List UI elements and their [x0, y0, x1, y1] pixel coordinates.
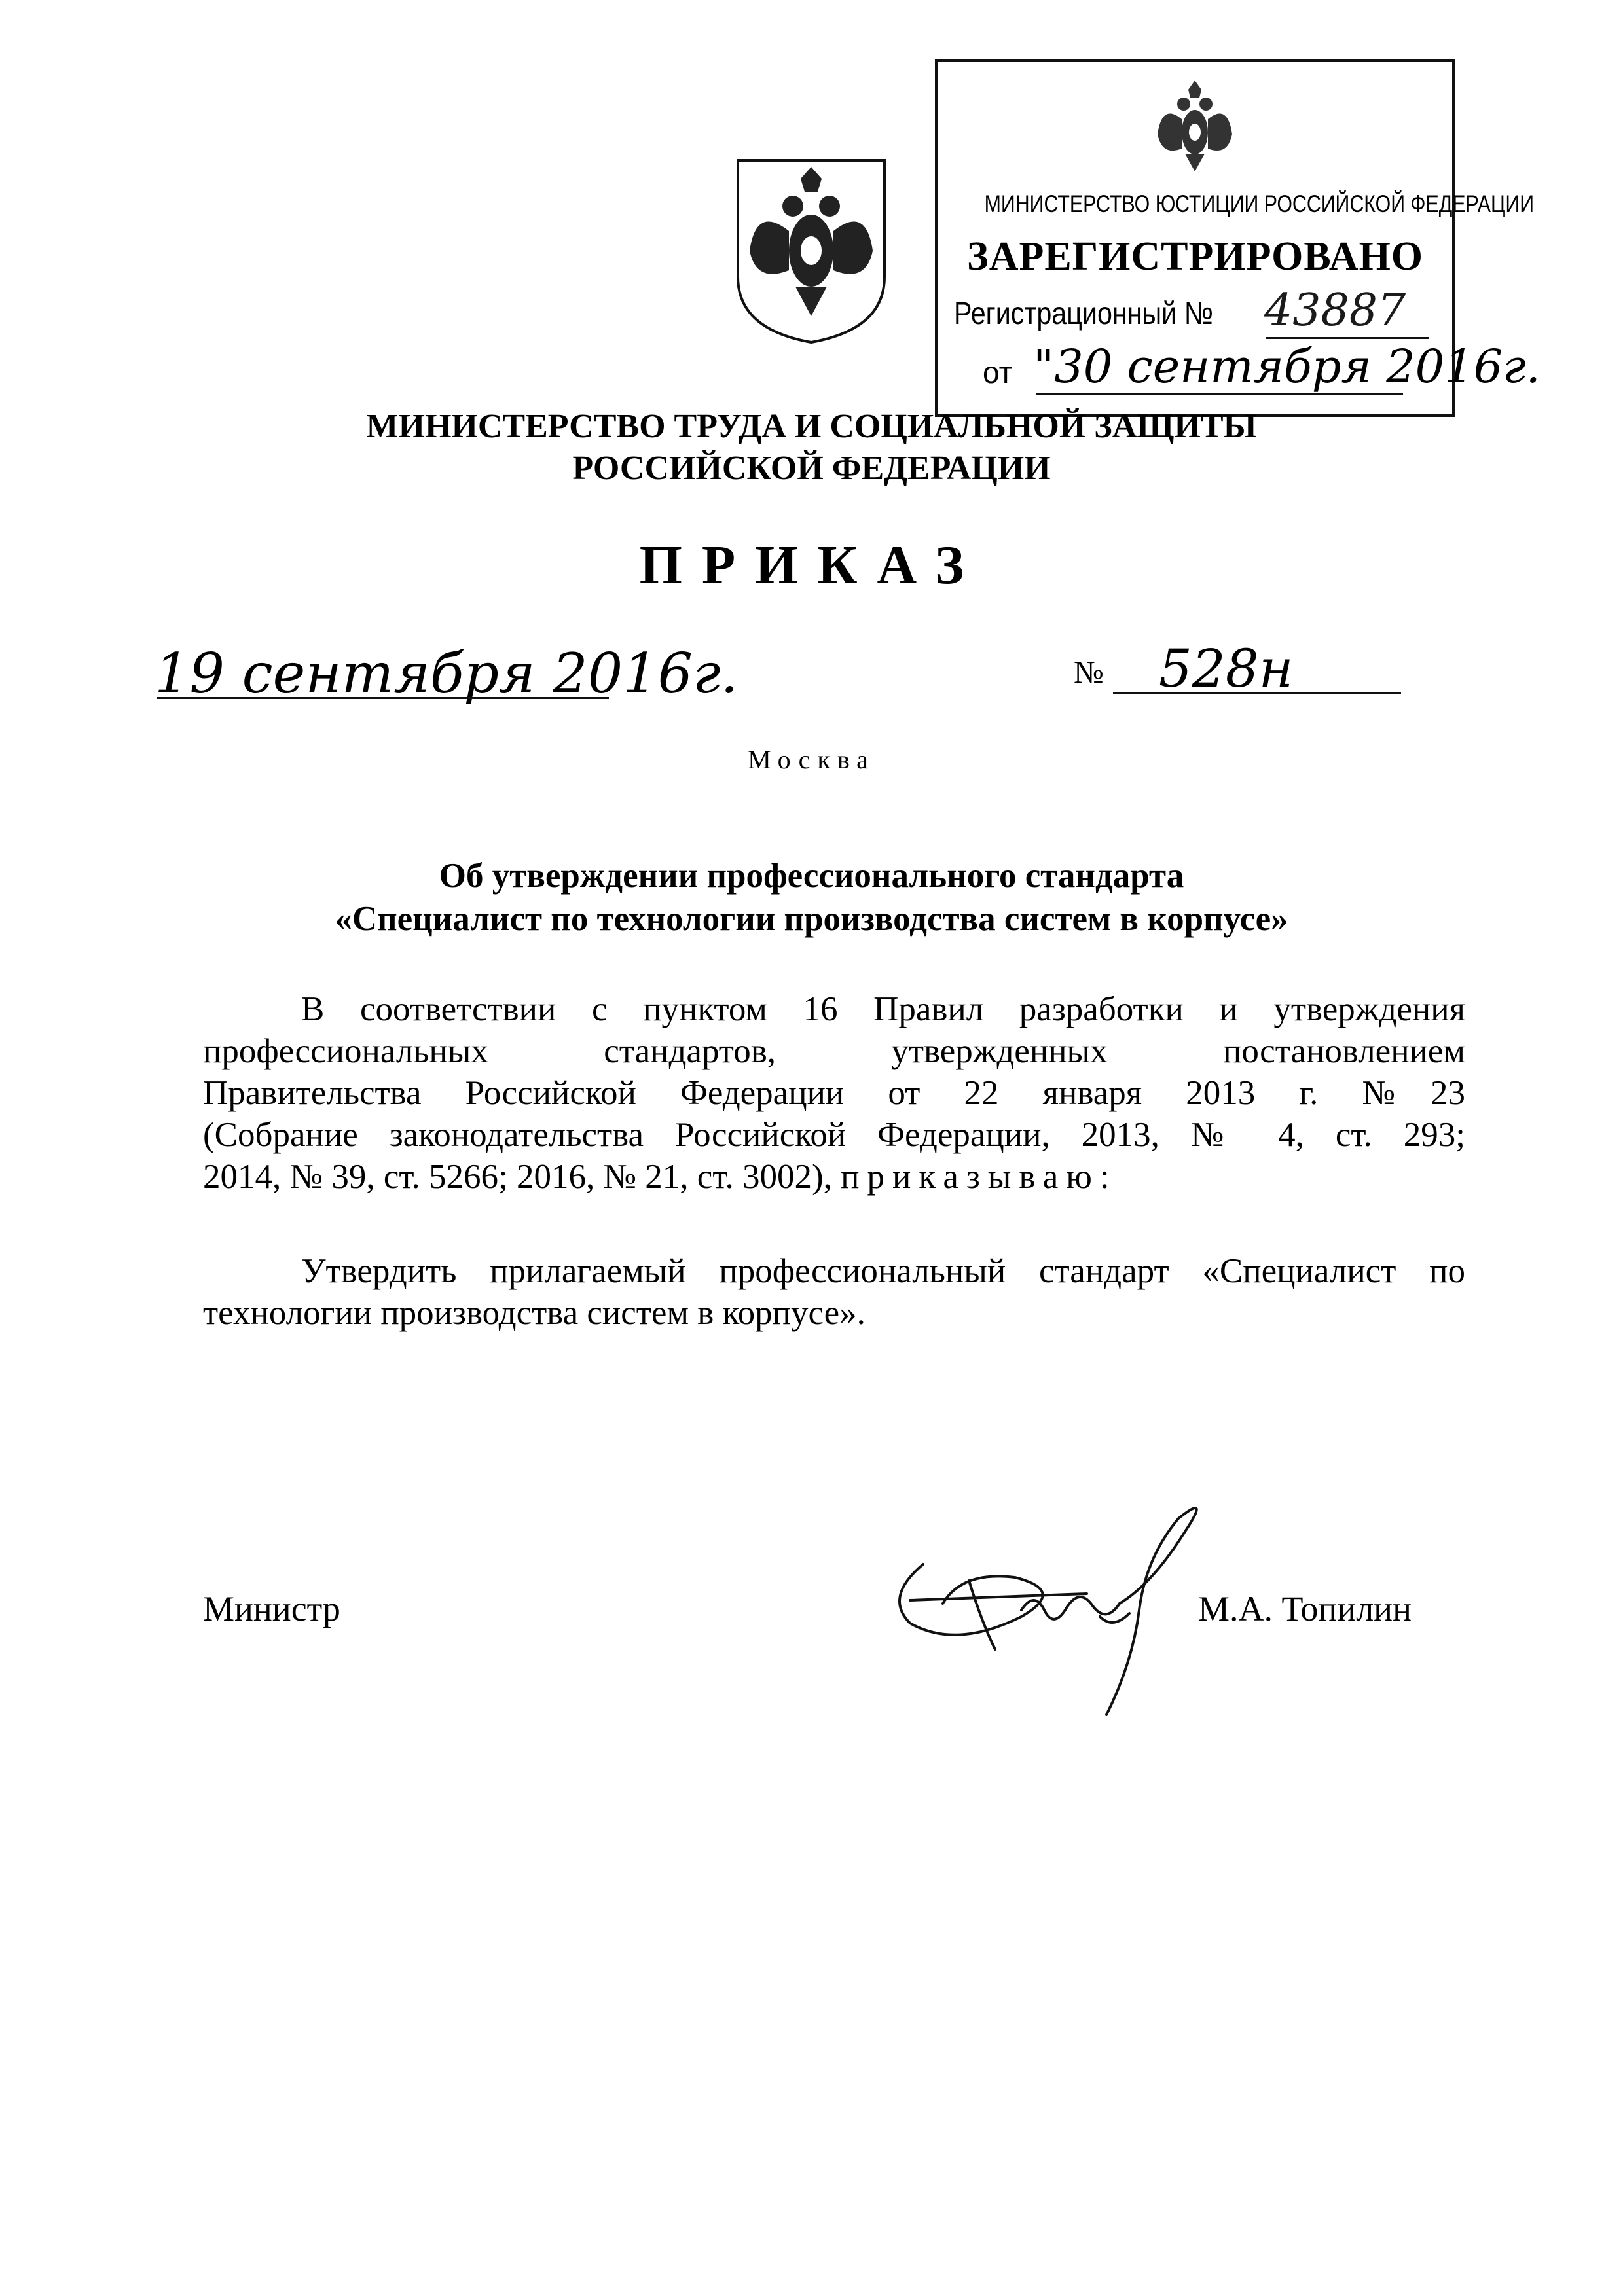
stamp-date-value: "30 сентября 2016г.: [1033, 340, 1541, 393]
order-number: 528н: [1159, 638, 1294, 699]
paragraph-line: Утвердить прилагаемый профессиональный стандарт «Специалист по: [301, 1252, 1465, 1290]
stamp-ministry-name: МИНИСТЕРСТВО ЮСТИЦИИ РОССИЙСКОЙ ФЕДЕРАЦИИ: [984, 190, 1535, 217]
ministry-heading: [0, 406, 1623, 490]
stamp-reg-underline: [1266, 337, 1429, 339]
paragraph-line: В соответствии с пунктом 16 Правил разработки и утверждения: [301, 990, 1465, 1028]
paragraph-approval: [203, 1250, 1465, 1334]
stamp-date-label: от: [983, 355, 1013, 389]
document-title: [0, 854, 1623, 941]
paragraph-line: профессиональных стандартов, утвержденных постановлением: [203, 1032, 1465, 1070]
paragraph-line-part: 2014, № 39, ст. 5266; 2016, № 21, ст. 3002),: [203, 1158, 832, 1196]
order-number-underline: [1113, 692, 1401, 694]
order-number-label: №: [1074, 655, 1104, 690]
registration-stamp: [935, 59, 1541, 417]
order-date-underline: [157, 697, 609, 699]
ministry-heading-line1: МИНИСТЕРСТВО ТРУДА И СОЦИАЛЬНОЙ ЗАЩИТЫ: [366, 408, 1257, 445]
order-keyword: приказываю:: [841, 1158, 1118, 1196]
paragraph-line: технологии производства систем в корпусе».: [203, 1294, 866, 1332]
paragraph-line: Правительства Российской Федерации от 22 января 2013 г. №23: [203, 1074, 1465, 1112]
ministry-heading-line2: РОССИЙСКОЙ ФЕДЕРАЦИИ: [572, 450, 1051, 487]
city: Москва: [748, 745, 875, 774]
paragraph-line: [203, 1156, 1465, 1198]
stamp-reg-number: 43887: [1264, 285, 1406, 336]
signatory-position: Министр: [203, 1589, 340, 1628]
order-date: 19 сентября 2016г.: [155, 641, 739, 706]
coat-of-arms-emblem: [730, 152, 892, 345]
stamp-date-underline: [1036, 393, 1403, 395]
document-title-line2: «Специалист по технологии производства систем в корпусе»: [335, 900, 1288, 938]
stamp-status: ЗАРЕГИСТРИРОВАНО: [966, 234, 1424, 279]
document-title-line1: Об утверждении профессионального стандарта: [439, 857, 1184, 895]
handwritten-signature: [871, 1466, 1237, 1728]
stamp-reg-label: Регистрационный №: [954, 296, 1213, 331]
signatory-name: М.А. Топилин: [1198, 1589, 1412, 1628]
paragraph-line: (Собрание законодательства Российской Федерации, 2013, № 4, ст. 293;: [203, 1116, 1465, 1154]
paragraph-legal-basis: [203, 988, 1465, 1198]
stamp-emblem-icon: [1152, 77, 1237, 175]
document-type: ПРИКАЗ: [639, 535, 984, 596]
